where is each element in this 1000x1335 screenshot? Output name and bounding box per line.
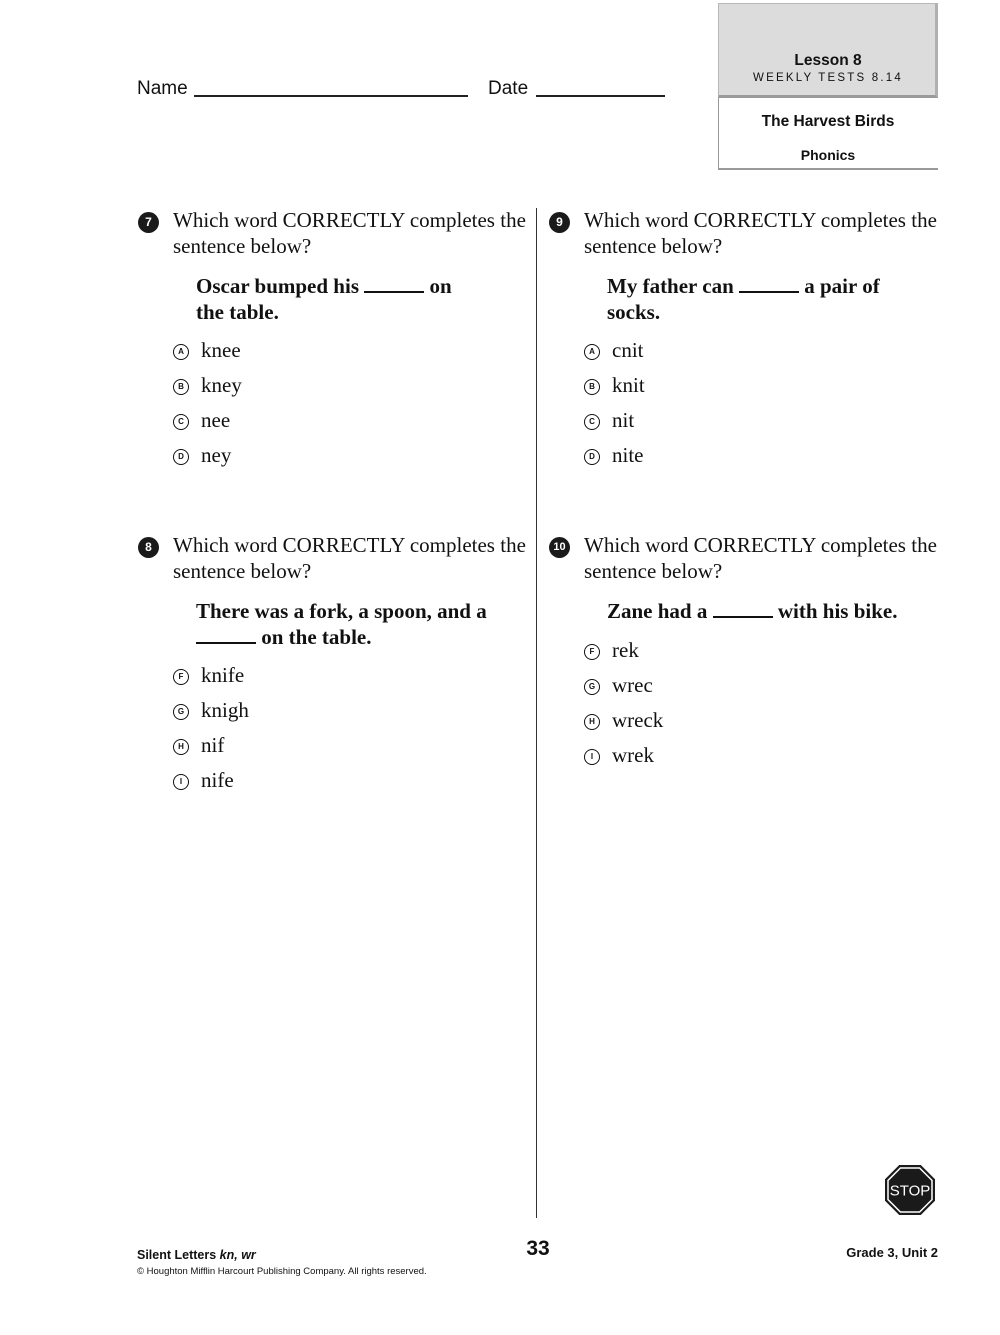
choice-option[interactable] (173, 407, 533, 442)
answer-bubble[interactable]: G (173, 704, 189, 720)
choice-list (584, 337, 944, 477)
choice-text: knit (612, 373, 645, 397)
choice-option[interactable] (584, 337, 944, 372)
answer-bubble[interactable]: G (584, 679, 600, 695)
choice-list (584, 637, 944, 777)
choice-option[interactable] (173, 732, 533, 767)
stop-sign-icon (884, 1164, 936, 1216)
answer-bubble[interactable]: H (584, 714, 600, 730)
weekly-tests-label: WEEKLY TESTS 8.14 (753, 72, 903, 84)
footer-topic-letters: kn, wr (219, 1248, 256, 1262)
answer-bubble[interactable]: I (584, 749, 600, 765)
footer-grade-unit: Grade 3, Unit 2 (846, 1245, 938, 1260)
sentence-after: a pair of socks. (607, 274, 880, 324)
question-prompt: Which word CORRECTLY completes the sentence below? (584, 208, 937, 258)
answer-bubble[interactable]: D (173, 449, 189, 465)
choice-text: knife (201, 663, 245, 687)
choice-text: nit (612, 408, 635, 432)
sentence-before: My father can (607, 274, 734, 298)
choice-option[interactable] (173, 767, 533, 802)
column-divider (536, 208, 537, 1218)
name-field[interactable] (194, 95, 468, 97)
answer-bubble[interactable]: A (173, 344, 189, 360)
footer-copyright: © Houghton Mifflin Harcourt Publishing Company. All rights reserved. (137, 1266, 427, 1277)
choice-option[interactable] (584, 742, 944, 777)
answer-bubble[interactable]: A (584, 344, 600, 360)
answer-bubble[interactable]: I (173, 774, 189, 790)
date-field[interactable] (536, 95, 665, 97)
question-sentence (607, 599, 947, 625)
choice-text: wreck (612, 707, 664, 732)
question-sentence (196, 274, 476, 325)
choice-list (173, 337, 533, 477)
footer-topic-text: Silent Letters (137, 1248, 220, 1262)
choice-text: nee (201, 408, 231, 432)
question-number-badge: 8 (138, 537, 159, 558)
question-number-badge: 7 (138, 212, 159, 233)
choice-option[interactable] (584, 672, 944, 707)
sentence-before: There was a fork, a spoon, and a (196, 599, 487, 623)
lesson-title: Lesson 8 (794, 52, 862, 69)
question-number-badge: 10 (549, 537, 570, 558)
question-10 (553, 533, 944, 777)
question-number-badge: 9 (549, 212, 570, 233)
answer-bubble[interactable]: B (584, 379, 600, 395)
answer-bubble[interactable]: D (584, 449, 600, 465)
question-sentence (196, 599, 526, 650)
question-prompt: Which word CORRECTLY completes the sentence below? (173, 533, 526, 583)
choice-option[interactable] (584, 442, 944, 477)
choice-text: rek (612, 637, 639, 662)
answer-bubble[interactable]: B (173, 379, 189, 395)
choice-option[interactable] (173, 662, 533, 697)
answer-blank (196, 628, 256, 644)
choice-option[interactable] (584, 407, 944, 442)
sentence-before: Oscar bumped his (196, 274, 359, 298)
answer-blank (739, 277, 799, 293)
skill-label: Phonics (800, 147, 856, 163)
sentence-before: Zane had a (607, 599, 708, 623)
choice-option[interactable] (584, 707, 944, 742)
answer-bubble[interactable]: H (173, 739, 189, 755)
sentence-after: on the table. (196, 274, 452, 324)
question-9 (556, 208, 944, 477)
choice-text: nif (201, 733, 225, 757)
choice-text: knee (201, 338, 241, 362)
choice-text: cnit (612, 338, 644, 362)
answer-bubble[interactable]: C (584, 414, 600, 430)
choice-text: nite (612, 443, 644, 467)
choice-option[interactable] (173, 442, 533, 477)
footer-topic (137, 1248, 256, 1262)
choice-option[interactable] (173, 337, 533, 372)
date-label: Date (488, 78, 529, 99)
sentence-after: with his bike. (777, 599, 898, 623)
page-number: 33 (526, 1237, 550, 1260)
question-7 (145, 208, 533, 477)
choice-list (173, 662, 533, 802)
choice-text: ney (201, 443, 232, 467)
choice-option[interactable] (173, 372, 533, 407)
answer-bubble[interactable]: F (173, 669, 189, 685)
answer-blank (364, 277, 424, 293)
choice-text: wrec (612, 672, 653, 697)
choice-option[interactable] (584, 372, 944, 407)
story-title: The Harvest Birds (761, 113, 895, 130)
choice-option[interactable] (584, 637, 944, 672)
question-sentence (607, 274, 907, 325)
choice-text: kney (201, 373, 242, 397)
sentence-after: on the table. (261, 624, 372, 649)
choice-option[interactable] (173, 697, 533, 732)
choice-text: nife (201, 768, 234, 792)
question-8 (145, 533, 533, 802)
answer-bubble[interactable]: F (584, 644, 600, 660)
answer-bubble[interactable]: C (173, 414, 189, 430)
question-prompt: Which word CORRECTLY completes the sentence below? (584, 533, 937, 583)
name-label: Name (137, 78, 188, 99)
question-prompt: Which word CORRECTLY completes the sentence below? (173, 208, 526, 258)
stop-sign-label: STOP (889, 1182, 931, 1200)
choice-text: wrek (612, 742, 654, 767)
choice-text: knigh (201, 698, 249, 722)
answer-blank (713, 602, 773, 618)
